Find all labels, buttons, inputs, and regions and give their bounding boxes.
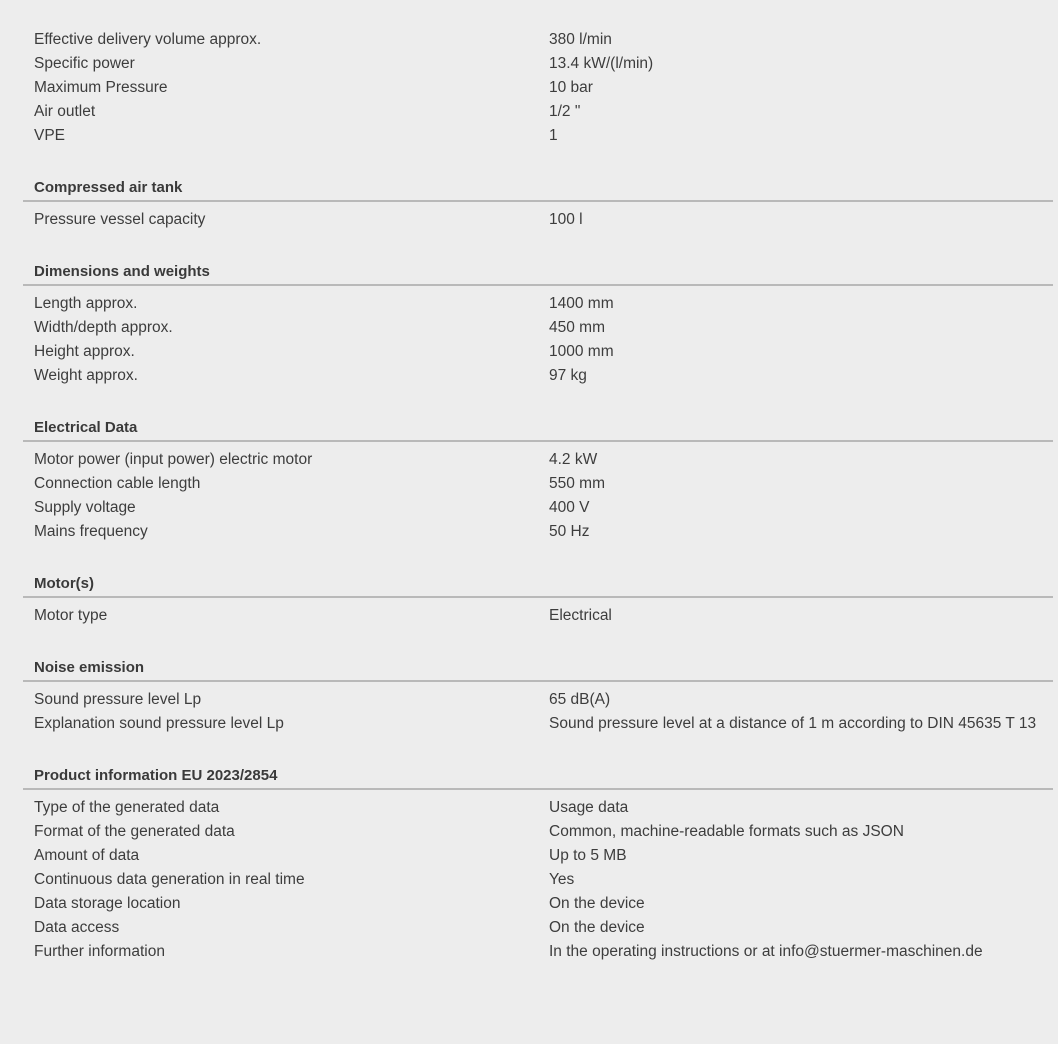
- spec-label: Pressure vessel capacity: [34, 211, 206, 228]
- spec-row: [23, 820, 1053, 844]
- section-title: Motor(s): [23, 572, 1053, 598]
- section-rows: [23, 598, 1053, 628]
- spec-label: Supply voltage: [34, 499, 136, 516]
- spec-value: Up to 5 MB: [549, 847, 627, 864]
- spec-label: Motor type: [34, 607, 108, 624]
- spec-value: 4.2 kW: [549, 451, 598, 468]
- spec-row: [23, 124, 1053, 148]
- spec-label: Width/depth approx.: [34, 319, 173, 336]
- spec-label: Explanation sound pressure level Lp: [34, 715, 284, 732]
- spec-row: [23, 796, 1053, 820]
- spec-value: On the device: [549, 895, 645, 912]
- section-title: Noise emission: [23, 656, 1053, 682]
- section-product-information: [23, 764, 1053, 964]
- spec-row: [23, 76, 1053, 100]
- spec-value: 1000 mm: [549, 343, 614, 360]
- spec-label: Type of the generated data: [34, 799, 220, 816]
- section-rows: [23, 442, 1053, 544]
- spec-label: Data storage location: [34, 895, 181, 912]
- spec-label: Specific power: [34, 55, 135, 72]
- spec-label: Continuous data generation in real time: [34, 871, 305, 888]
- spec-value: In the operating instructions or at info@stuermer-maschinen.de: [549, 943, 983, 960]
- spec-row: [23, 292, 1053, 316]
- spec-value: 450 mm: [549, 319, 605, 336]
- spec-value: Sound pressure level at a distance of 1 m according to DIN 45635 T 13: [549, 715, 1037, 732]
- spec-label: VPE: [34, 127, 66, 144]
- spec-row: [23, 52, 1053, 76]
- spec-label: Effective delivery volume approx.: [34, 31, 262, 48]
- spec-value: 65 dB(A): [549, 691, 611, 708]
- spec-label: Sound pressure level Lp: [34, 691, 202, 708]
- spec-label: Air outlet: [34, 103, 96, 120]
- spec-value: 13.4 kW/(l/min): [549, 55, 654, 72]
- spec-label: Length approx.: [34, 295, 138, 312]
- section-rows: [23, 202, 1053, 232]
- spec-label: Motor power (input power) electric motor: [34, 451, 313, 468]
- spec-value: 97 kg: [549, 367, 587, 384]
- spec-label: Weight approx.: [34, 367, 138, 384]
- spec-value: 550 mm: [549, 475, 605, 492]
- spec-row: [23, 448, 1053, 472]
- section-motors: [23, 572, 1053, 628]
- spec-label: Format of the generated data: [34, 823, 235, 840]
- spec-row: [23, 892, 1053, 916]
- spec-value: Common, machine-readable formats such as JSON: [549, 823, 904, 840]
- spec-value: Yes: [549, 871, 575, 888]
- spec-value: 380 l/min: [549, 31, 612, 48]
- spec-row: [23, 364, 1053, 388]
- spec-row: [23, 100, 1053, 124]
- spec-row: [23, 916, 1053, 940]
- spec-value: 50 Hz: [549, 523, 590, 540]
- spec-row: [23, 688, 1053, 712]
- spec-row: [23, 712, 1053, 736]
- spec-row: [23, 208, 1053, 232]
- spec-row: [23, 316, 1053, 340]
- spec-value: On the device: [549, 919, 645, 936]
- spec-value: 1: [549, 127, 558, 144]
- spec-value: 100 l: [549, 211, 583, 228]
- section-noise-emission: [23, 656, 1053, 736]
- section-title: Product information EU 2023/2854: [23, 764, 1053, 790]
- spec-label: Height approx.: [34, 343, 135, 360]
- spec-label: Connection cable length: [34, 475, 201, 492]
- spec-label: Mains frequency: [34, 523, 148, 540]
- spec-value: Electrical: [549, 607, 612, 624]
- spec-value: 1/2 ": [549, 103, 581, 120]
- section-general: [23, 28, 1053, 148]
- section-title: Dimensions and weights: [23, 260, 1053, 286]
- spec-row: [23, 520, 1053, 544]
- spec-row: [23, 604, 1053, 628]
- spec-row: [23, 496, 1053, 520]
- spec-label: Amount of data: [34, 847, 140, 864]
- spec-row: [23, 28, 1053, 52]
- section-title: Compressed air tank: [23, 176, 1053, 202]
- spec-row: [23, 844, 1053, 868]
- section-rows: [23, 682, 1053, 736]
- section-rows: [23, 790, 1053, 964]
- spec-table: [23, 28, 1053, 964]
- section-rows: [23, 286, 1053, 388]
- spec-row: [23, 940, 1053, 964]
- spec-label: Data access: [34, 919, 120, 936]
- spec-value: Usage data: [549, 799, 629, 816]
- spec-value: 1400 mm: [549, 295, 614, 312]
- section-rows: [23, 28, 1053, 148]
- spec-value: 10 bar: [549, 79, 593, 96]
- section-electrical-data: [23, 416, 1053, 544]
- spec-row: [23, 340, 1053, 364]
- spec-label: Further information: [34, 943, 165, 960]
- section-compressed-air-tank: [23, 176, 1053, 232]
- section-dimensions-weights: [23, 260, 1053, 388]
- section-title: Electrical Data: [23, 416, 1053, 442]
- spec-row: [23, 868, 1053, 892]
- spec-value: 400 V: [549, 499, 590, 516]
- spec-row: [23, 472, 1053, 496]
- spec-label: Maximum Pressure: [34, 79, 168, 96]
